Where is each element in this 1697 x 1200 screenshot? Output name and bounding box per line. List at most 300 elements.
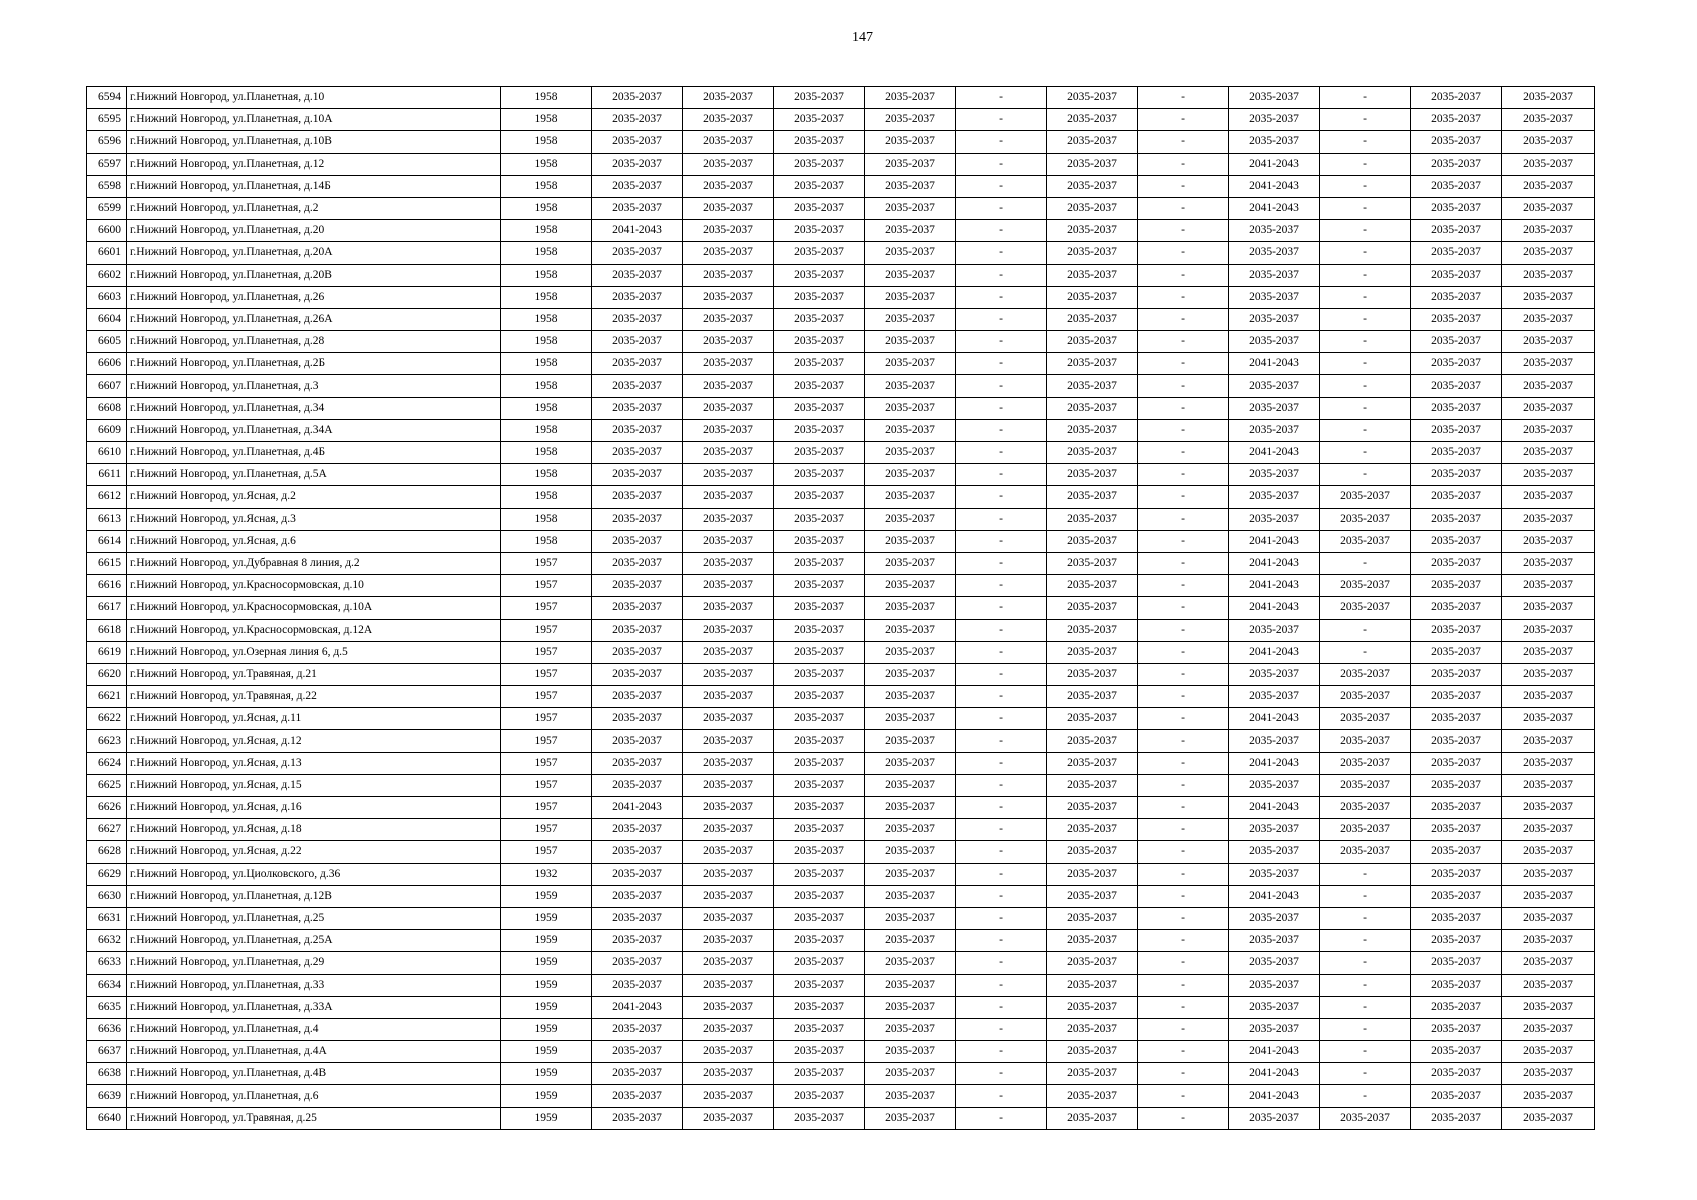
period-cell: 2035-2037 [592,841,683,863]
table-row [87,308,1595,330]
period-cell: 2035-2037 [1411,464,1502,486]
period-cell: - [1320,885,1411,907]
period-cell: 2035-2037 [1502,264,1595,286]
period-cell: - [1320,109,1411,131]
year-cell: 1957 [501,708,592,730]
period-cell: 2035-2037 [865,819,956,841]
period-cell: 2035-2037 [1502,841,1595,863]
period-cell: 2035-2037 [774,641,865,663]
period-cell: 2035-2037 [1502,552,1595,574]
period-cell: 2035-2037 [1502,109,1595,131]
period-cell: 2035-2037 [1411,797,1502,819]
period-cell: 2035-2037 [683,1018,774,1040]
period-cell: 2035-2037 [1047,1018,1138,1040]
period-cell: 2035-2037 [1047,153,1138,175]
address-cell: г.Нижний Новгород, ул.Ясная, д.3 [127,508,501,530]
period-cell: 2035-2037 [865,464,956,486]
period-cell: 2035-2037 [1502,774,1595,796]
period-cell: 2035-2037 [683,686,774,708]
period-cell: 2035-2037 [683,242,774,264]
table-row [87,197,1595,219]
period-cell: 2035-2037 [774,242,865,264]
period-cell: - [1138,841,1229,863]
page-number: 147 [852,30,873,45]
period-cell: 2035-2037 [592,930,683,952]
period-cell: - [1320,375,1411,397]
period-cell: - [956,464,1047,486]
period-cell: 2035-2037 [683,486,774,508]
period-cell: 2035-2037 [592,974,683,996]
period-cell: 2035-2037 [592,1041,683,1063]
table-row [87,663,1595,685]
year-cell: 1957 [501,686,592,708]
row-number-cell: 6605 [87,331,127,353]
period-cell: 2035-2037 [1320,1107,1411,1129]
period-cell: - [1320,264,1411,286]
year-cell: 1958 [501,197,592,219]
period-cell: 2035-2037 [1502,930,1595,952]
period-cell: 2035-2037 [1502,819,1595,841]
address-cell: г.Нижний Новгород, ул.Дубравная 8 линия, д.2 [127,552,501,574]
year-cell: 1959 [501,974,592,996]
period-cell: 2035-2037 [1320,730,1411,752]
period-cell: - [956,1107,1047,1129]
period-cell: - [1138,508,1229,530]
period-cell: 2035-2037 [1411,220,1502,242]
period-cell: 2035-2037 [1229,308,1320,330]
row-number-cell: 6633 [87,952,127,974]
year-cell: 1958 [501,175,592,197]
period-cell: 2035-2037 [1411,308,1502,330]
period-cell: 2035-2037 [1502,464,1595,486]
period-cell: - [956,996,1047,1018]
period-cell: 2035-2037 [774,996,865,1018]
period-cell: 2035-2037 [683,619,774,641]
period-cell: 2035-2037 [1502,797,1595,819]
table-row [87,464,1595,486]
period-cell: 2035-2037 [1411,641,1502,663]
period-cell: 2035-2037 [1411,930,1502,952]
period-cell: 2035-2037 [1229,1107,1320,1129]
period-cell: 2035-2037 [683,752,774,774]
year-cell: 1958 [501,242,592,264]
table-row [87,442,1595,464]
period-cell: 2041-2043 [1229,552,1320,574]
address-cell: г.Нижний Новгород, ул.Планетная, д.4 [127,1018,501,1040]
row-number-cell: 6613 [87,508,127,530]
period-cell: 2035-2037 [865,286,956,308]
table-row [87,686,1595,708]
period-cell: 2035-2037 [774,87,865,109]
period-cell: - [956,131,1047,153]
period-cell: 2035-2037 [865,797,956,819]
row-number-cell: 6634 [87,974,127,996]
period-cell: - [1138,774,1229,796]
period-cell: 2035-2037 [1047,464,1138,486]
period-cell: - [956,885,1047,907]
table-row [87,220,1595,242]
address-cell: г.Нижний Новгород, ул.Красносормовская, д.10А [127,597,501,619]
period-cell: 2035-2037 [1411,708,1502,730]
period-cell: 2035-2037 [1411,863,1502,885]
address-cell: г.Нижний Новгород, ул.Планетная, д.12 [127,153,501,175]
period-cell: 2035-2037 [865,1041,956,1063]
period-cell: 2035-2037 [865,952,956,974]
period-cell: - [956,331,1047,353]
period-cell: 2035-2037 [1320,686,1411,708]
period-cell: - [1138,486,1229,508]
period-cell: - [956,508,1047,530]
period-cell: - [1138,353,1229,375]
period-cell: 2035-2037 [1047,131,1138,153]
period-cell: 2035-2037 [1047,375,1138,397]
period-cell: 2041-2043 [1229,575,1320,597]
period-cell: - [956,752,1047,774]
period-cell: 2035-2037 [774,1018,865,1040]
period-cell: - [956,686,1047,708]
period-cell: 2035-2037 [683,153,774,175]
period-cell: 2035-2037 [1502,419,1595,441]
period-cell: 2035-2037 [592,552,683,574]
period-cell: - [1320,1085,1411,1107]
period-cell: 2035-2037 [774,486,865,508]
table-row [87,797,1595,819]
period-cell: 2035-2037 [592,819,683,841]
period-cell: - [956,730,1047,752]
period-cell: 2041-2043 [1229,797,1320,819]
row-number-cell: 6600 [87,220,127,242]
table-row [87,597,1595,619]
period-cell: - [1138,974,1229,996]
period-cell: 2035-2037 [1047,286,1138,308]
table-row [87,1063,1595,1085]
period-cell: 2035-2037 [1411,87,1502,109]
period-cell: - [1138,175,1229,197]
period-cell: 2035-2037 [1229,774,1320,796]
period-cell: - [1138,131,1229,153]
row-number-cell: 6616 [87,575,127,597]
period-cell: 2035-2037 [1502,242,1595,264]
year-cell: 1958 [501,442,592,464]
period-cell: - [1320,286,1411,308]
period-cell: - [956,286,1047,308]
year-cell: 1957 [501,752,592,774]
year-cell: 1959 [501,907,592,929]
period-cell: 2035-2037 [1411,375,1502,397]
period-cell: 2035-2037 [1502,708,1595,730]
housing-register-table [86,86,1595,1130]
table-row [87,397,1595,419]
year-cell: 1959 [501,885,592,907]
address-cell: г.Нижний Новгород, ул.Планетная, д.4В [127,1063,501,1085]
table-row [87,619,1595,641]
period-cell: - [956,663,1047,685]
period-cell: 2035-2037 [683,131,774,153]
period-cell: 2035-2037 [683,841,774,863]
address-cell: г.Нижний Новгород, ул.Планетная, д.25 [127,907,501,929]
period-cell: - [1320,397,1411,419]
period-cell: 2035-2037 [592,1085,683,1107]
period-cell: 2035-2037 [774,442,865,464]
row-number-cell: 6623 [87,730,127,752]
period-cell: - [956,952,1047,974]
period-cell: 2035-2037 [1047,87,1138,109]
period-cell: 2035-2037 [1047,819,1138,841]
table-row [87,353,1595,375]
period-cell: 2035-2037 [683,863,774,885]
period-cell: 2035-2037 [1229,331,1320,353]
period-cell: 2035-2037 [865,907,956,929]
period-cell: - [1138,863,1229,885]
period-cell: 2035-2037 [1502,220,1595,242]
period-cell: - [1138,996,1229,1018]
row-number-cell: 6617 [87,597,127,619]
period-cell: 2035-2037 [1047,797,1138,819]
period-cell: 2035-2037 [1411,1085,1502,1107]
period-cell: 2035-2037 [865,353,956,375]
period-cell: - [1138,242,1229,264]
address-cell: г.Нижний Новгород, ул.Планетная, д.6 [127,1085,501,1107]
period-cell: 2041-2043 [1229,1085,1320,1107]
period-cell: 2035-2037 [865,774,956,796]
period-cell: 2035-2037 [1047,663,1138,685]
period-cell: 2035-2037 [683,419,774,441]
address-cell: г.Нижний Новгород, ул.Планетная, д.10В [127,131,501,153]
period-cell: 2035-2037 [1229,1018,1320,1040]
period-cell: 2035-2037 [1047,197,1138,219]
period-cell: 2035-2037 [1320,486,1411,508]
period-cell: 2035-2037 [1320,575,1411,597]
period-cell: - [1138,1107,1229,1129]
address-cell: г.Нижний Новгород, ул.Планетная, д.33 [127,974,501,996]
period-cell: 2035-2037 [592,708,683,730]
row-number-cell: 6619 [87,641,127,663]
period-cell: 2035-2037 [592,264,683,286]
year-cell: 1958 [501,397,592,419]
period-cell: 2035-2037 [865,220,956,242]
period-cell: 2035-2037 [1047,641,1138,663]
table-row [87,1041,1595,1063]
period-cell: 2035-2037 [1320,508,1411,530]
period-cell: 2035-2037 [1502,752,1595,774]
period-cell: 2035-2037 [1411,730,1502,752]
period-cell: 2035-2037 [592,641,683,663]
table-row [87,286,1595,308]
period-cell: 2035-2037 [592,197,683,219]
row-number-cell: 6610 [87,442,127,464]
period-cell: - [1320,641,1411,663]
period-cell: 2035-2037 [774,153,865,175]
period-cell: 2035-2037 [1229,242,1320,264]
period-cell: - [1138,797,1229,819]
row-number-cell: 6630 [87,885,127,907]
address-cell: г.Нижний Новгород, ул.Планетная, д.10А [127,109,501,131]
table-row [87,730,1595,752]
period-cell: 2035-2037 [1411,153,1502,175]
period-cell: 2035-2037 [774,575,865,597]
period-cell: 2035-2037 [592,885,683,907]
year-cell: 1959 [501,930,592,952]
period-cell: 2035-2037 [774,375,865,397]
row-number-cell: 6631 [87,907,127,929]
row-number-cell: 6635 [87,996,127,1018]
period-cell: 2035-2037 [1047,619,1138,641]
period-cell: 2035-2037 [1229,286,1320,308]
period-cell: 2035-2037 [1502,375,1595,397]
period-cell: 2035-2037 [592,175,683,197]
period-cell: 2035-2037 [683,774,774,796]
address-cell: г.Нижний Новгород, ул.Планетная, д.29 [127,952,501,974]
period-cell: 2035-2037 [1229,619,1320,641]
period-cell: - [1138,552,1229,574]
period-cell: 2035-2037 [774,331,865,353]
period-cell: 2035-2037 [865,308,956,330]
period-cell: 2035-2037 [1047,419,1138,441]
period-cell: 2041-2043 [592,797,683,819]
period-cell: 2035-2037 [592,575,683,597]
period-cell: 2035-2037 [865,1018,956,1040]
period-cell: - [1320,87,1411,109]
row-number-cell: 6621 [87,686,127,708]
period-cell: 2035-2037 [865,508,956,530]
period-cell: 2035-2037 [865,419,956,441]
period-cell: 2035-2037 [1229,375,1320,397]
period-cell: 2041-2043 [1229,1041,1320,1063]
period-cell: - [1320,131,1411,153]
period-cell: 2035-2037 [1502,530,1595,552]
row-number-cell: 6609 [87,419,127,441]
period-cell: 2035-2037 [1411,109,1502,131]
row-number-cell: 6611 [87,464,127,486]
period-cell: 2035-2037 [1229,419,1320,441]
table-row [87,841,1595,863]
period-cell: 2035-2037 [1229,663,1320,685]
period-cell: 2035-2037 [1502,663,1595,685]
period-cell: 2035-2037 [1047,508,1138,530]
year-cell: 1957 [501,641,592,663]
period-cell: 2035-2037 [683,1085,774,1107]
period-cell: - [1138,442,1229,464]
row-number-cell: 6596 [87,131,127,153]
period-cell: 2035-2037 [865,109,956,131]
period-cell: - [1320,175,1411,197]
period-cell: - [956,197,1047,219]
row-number-cell: 6614 [87,530,127,552]
period-cell: 2035-2037 [1047,109,1138,131]
period-cell: 2035-2037 [1502,397,1595,419]
year-cell: 1958 [501,508,592,530]
period-cell: - [956,87,1047,109]
period-cell: 2035-2037 [774,1085,865,1107]
period-cell: 2035-2037 [774,819,865,841]
period-cell: 2035-2037 [1502,153,1595,175]
period-cell: 2035-2037 [1047,907,1138,929]
period-cell: - [956,797,1047,819]
period-cell: - [956,109,1047,131]
period-cell: 2035-2037 [865,885,956,907]
period-cell: - [1138,752,1229,774]
period-cell: 2035-2037 [865,974,956,996]
period-cell: 2041-2043 [1229,752,1320,774]
period-cell: 2035-2037 [1047,930,1138,952]
period-cell: - [956,242,1047,264]
period-cell: 2035-2037 [774,597,865,619]
period-cell: 2035-2037 [1411,996,1502,1018]
period-cell: 2035-2037 [774,708,865,730]
year-cell: 1958 [501,264,592,286]
period-cell: 2035-2037 [774,508,865,530]
period-cell: 2035-2037 [1047,996,1138,1018]
period-cell: 2035-2037 [1502,952,1595,974]
period-cell: - [956,708,1047,730]
period-cell: - [956,552,1047,574]
period-cell: 2035-2037 [1502,353,1595,375]
period-cell: 2035-2037 [774,353,865,375]
period-cell: 2035-2037 [865,242,956,264]
period-cell: 2035-2037 [774,1107,865,1129]
period-cell: 2035-2037 [774,419,865,441]
year-cell: 1957 [501,797,592,819]
period-cell: - [956,486,1047,508]
period-cell: 2035-2037 [865,131,956,153]
period-cell: 2035-2037 [865,752,956,774]
year-cell: 1958 [501,286,592,308]
period-cell: 2035-2037 [1047,331,1138,353]
period-cell: 2035-2037 [865,863,956,885]
year-cell: 1958 [501,419,592,441]
table-row [87,952,1595,974]
period-cell: 2035-2037 [865,530,956,552]
address-cell: г.Нижний Новгород, ул.Ясная, д.11 [127,708,501,730]
period-cell: 2041-2043 [1229,885,1320,907]
period-cell: 2035-2037 [774,197,865,219]
row-number-cell: 6598 [87,175,127,197]
period-cell: - [1138,663,1229,685]
period-cell: - [956,442,1047,464]
period-cell: 2035-2037 [1047,530,1138,552]
period-cell: - [1320,863,1411,885]
year-cell: 1957 [501,730,592,752]
address-cell: г.Нижний Новгород, ул.Ясная, д.2 [127,486,501,508]
period-cell: 2035-2037 [774,308,865,330]
period-cell: - [1138,952,1229,974]
year-cell: 1959 [501,1085,592,1107]
period-cell: 2035-2037 [592,486,683,508]
period-cell: 2035-2037 [683,508,774,530]
period-cell: 2035-2037 [592,597,683,619]
period-cell: 2035-2037 [774,907,865,929]
period-cell: 2035-2037 [1229,508,1320,530]
period-cell: 2035-2037 [683,885,774,907]
period-cell: 2035-2037 [774,220,865,242]
address-cell: г.Нижний Новгород, ул.Озерная линия 6, д.5 [127,641,501,663]
period-cell: 2035-2037 [1411,974,1502,996]
period-cell: 2035-2037 [592,952,683,974]
period-cell: 2035-2037 [865,575,956,597]
period-cell: 2035-2037 [683,974,774,996]
period-cell: 2035-2037 [774,663,865,685]
period-cell: - [1138,597,1229,619]
year-cell: 1958 [501,220,592,242]
period-cell: 2035-2037 [1411,819,1502,841]
table-row [87,863,1595,885]
year-cell: 1958 [501,331,592,353]
period-cell: 2035-2037 [1411,419,1502,441]
period-cell: 2035-2037 [592,1063,683,1085]
period-cell: - [1138,1041,1229,1063]
period-cell: 2035-2037 [1229,841,1320,863]
period-cell: 2035-2037 [865,442,956,464]
